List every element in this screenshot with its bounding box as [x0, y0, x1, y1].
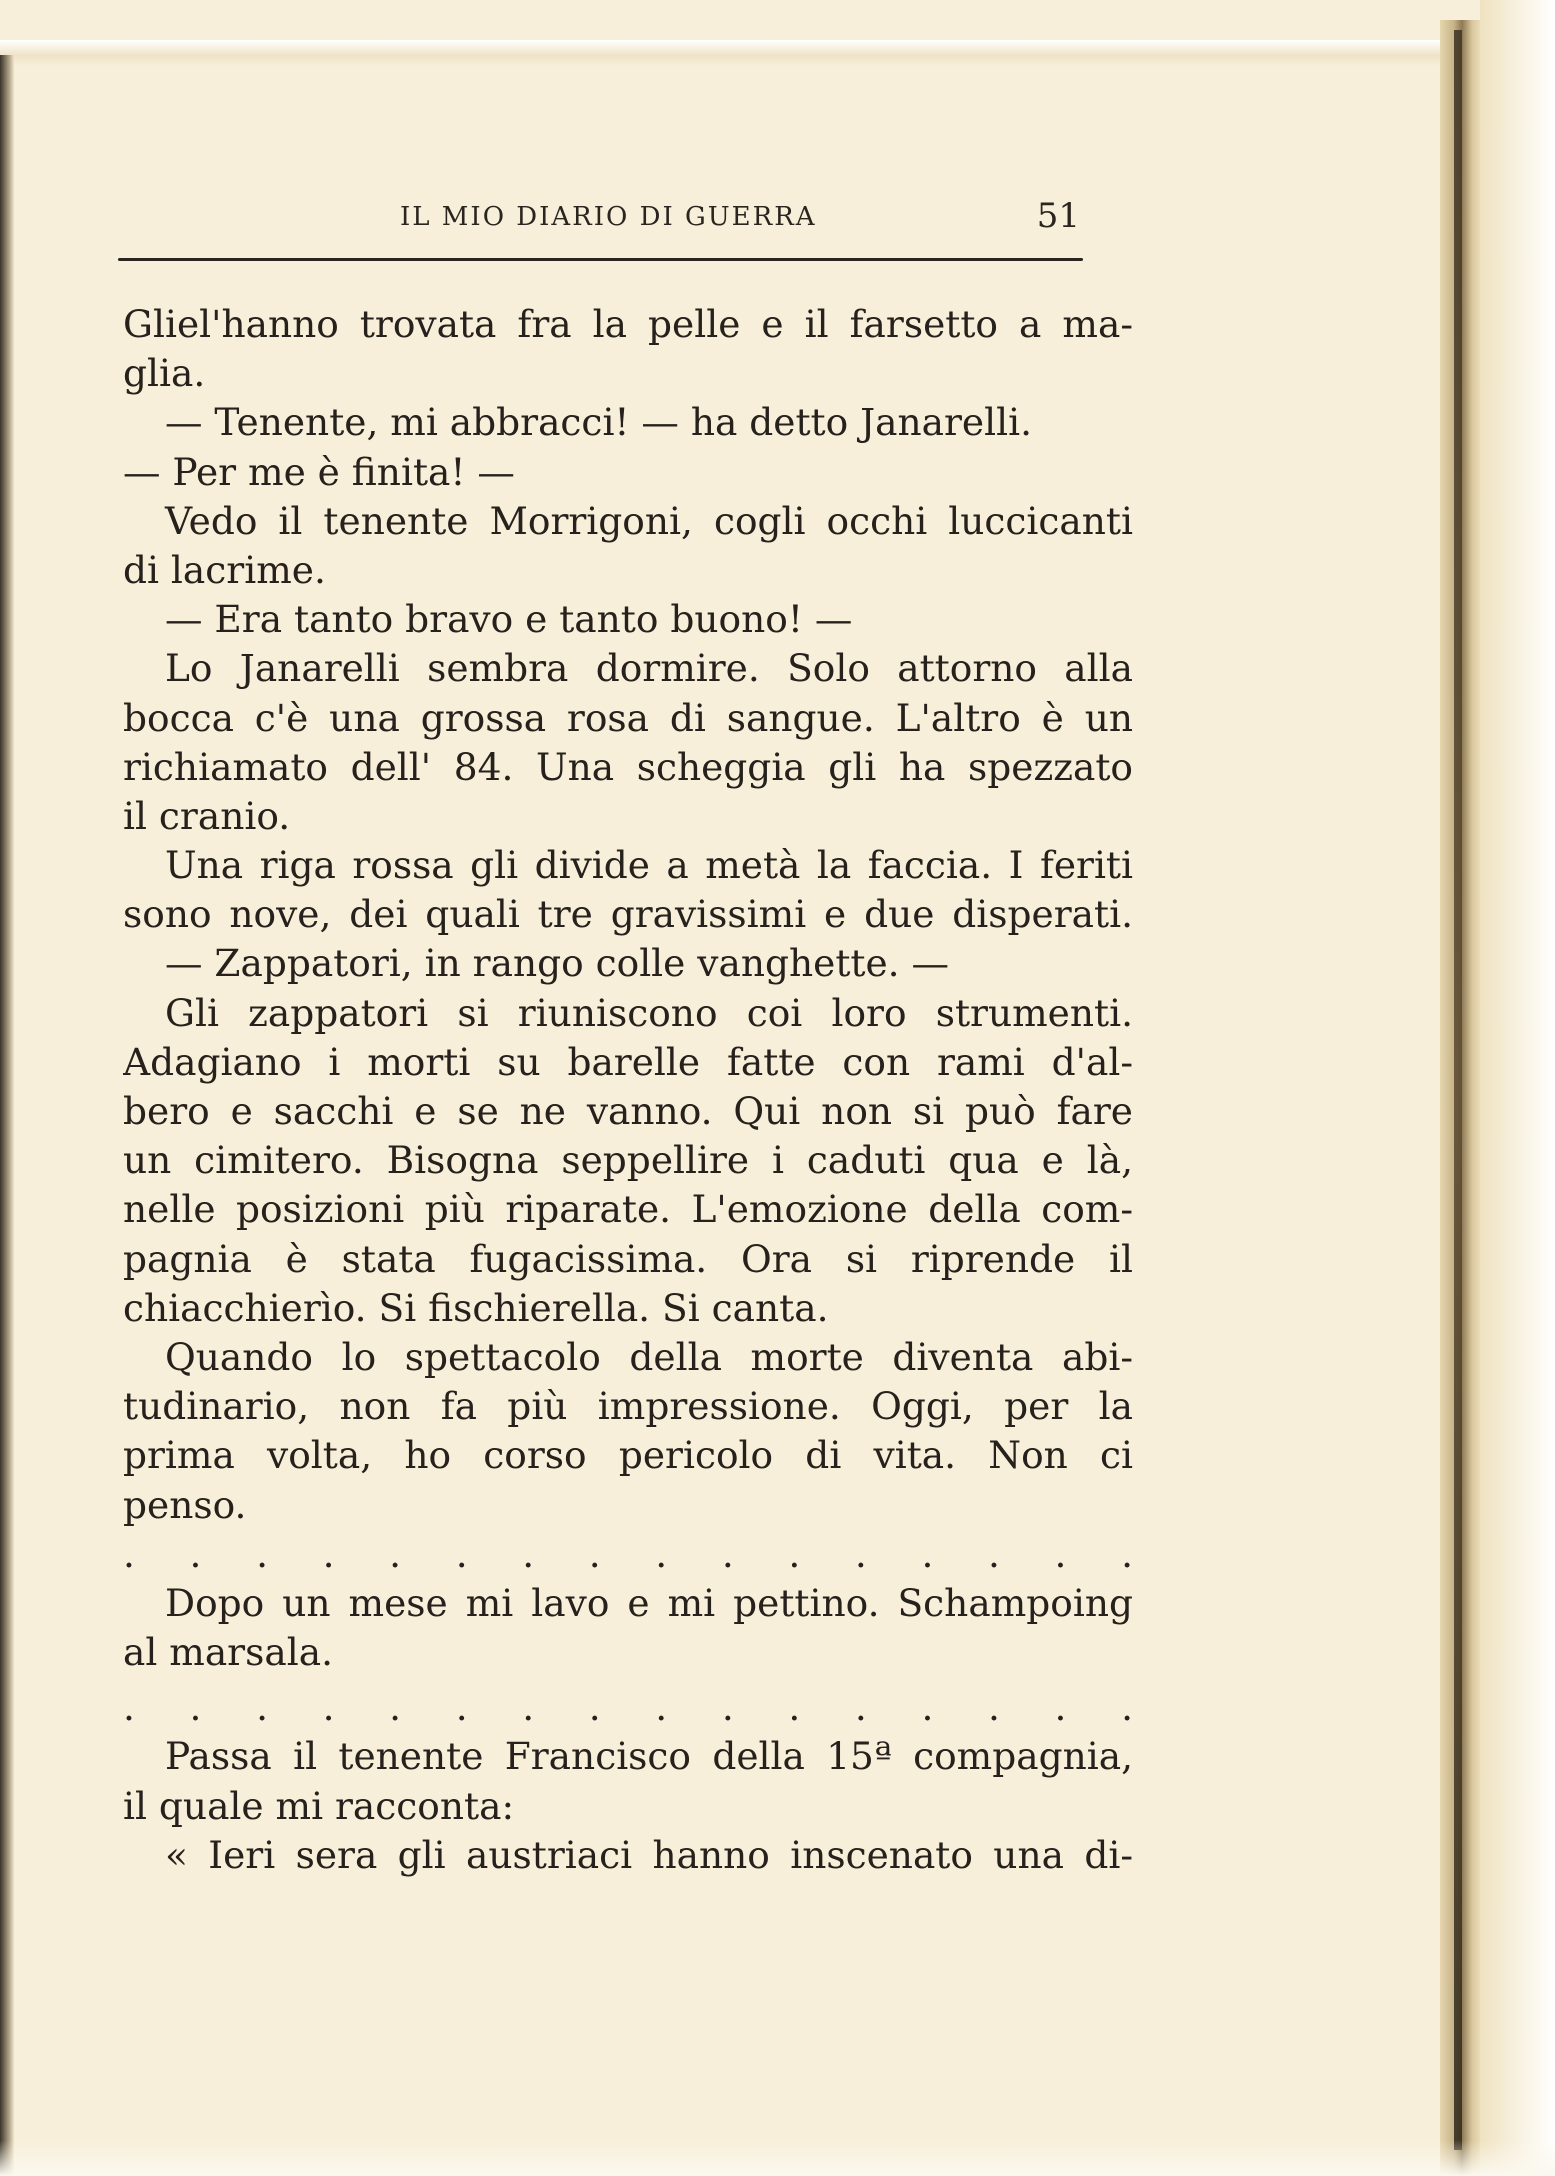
text-line: Gli zappatori si riuniscono coi loro strumenti.	[165, 990, 1133, 1035]
page-left-edge	[0, 55, 14, 2176]
text-line: di lacrime.	[123, 547, 326, 592]
text-line: penso.	[123, 1482, 247, 1527]
body-text	[123, 300, 1133, 1880]
text-line: Passa il tenente Francisco della 15ª compagnia,	[165, 1734, 1133, 1779]
text-line: Lo Janarelli sembra dormire. Solo attorno alla	[165, 646, 1133, 691]
text-line: sono nove, dei quali tre gravissimi e due disperati.	[123, 892, 1133, 937]
text-line: al marsala.	[123, 1630, 333, 1675]
text-line: richiamato dell' 84. Una scheggia gli ha spezzato	[123, 744, 1133, 789]
text-line: — Zappatori, in rango colle vanghette. —	[165, 941, 950, 986]
text-line: — Tenente, mi abbracci! — ha detto Janarelli.	[165, 400, 1033, 445]
text-line: bero e sacchi e se ne vanno. Qui non si può fare	[123, 1089, 1133, 1133]
text-line: Quando lo spettacolo della morte diventa abi-	[165, 1334, 1133, 1379]
text-line: un cimitero. Bisogna seppellire i caduti qua e là,	[123, 1138, 1133, 1183]
page-number: 51	[1036, 196, 1080, 236]
text-line: Una riga rossa gli divide a metà la faccia. I feriti	[165, 843, 1133, 888]
text-line: tudinario, non fa più impressione. Oggi, per la	[123, 1384, 1133, 1429]
text-line: chiacchierìo. Si fischierella. Si canta.	[123, 1285, 829, 1330]
text-line: Vedo il tenente Morrigoni, cogli occhi luccicanti	[165, 498, 1133, 543]
page-stack-right	[1480, 0, 1555, 2176]
section-separator: . . . . . . . . . . . . . . . .	[123, 1685, 1133, 1730]
text-line: prima volta, ho corso pericolo di vita. Non ci	[123, 1433, 1133, 1478]
text-line: nelle posizioni più riparate. L'emozione della com-	[123, 1187, 1133, 1232]
page-bottom-edge	[0, 2140, 1555, 2176]
text-line: « Ieri sera gli austriaci hanno inscenato una di-	[165, 1832, 1133, 1877]
section-separator: . . . . . . . . . . . . . . . .	[123, 1531, 1133, 1576]
running-head: IL MIO DIARIO DI GUERRA	[400, 202, 817, 232]
text-line: — Era tanto bravo e tanto buono! —	[165, 597, 853, 642]
page-top-edge	[0, 40, 1555, 66]
text-line: Gliel'hanno trovata fra la pelle e il farsetto a ma-	[123, 302, 1133, 346]
text-line: glia.	[123, 351, 206, 396]
text-line: bocca c'è una grossa rosa di sangue. L'altro è un	[123, 695, 1133, 740]
text-line: Adagiano i morti su barelle fatte con rami d'al-	[123, 1039, 1133, 1084]
page-header	[400, 196, 1090, 240]
header-rule	[118, 258, 1083, 261]
text-line: — Per me è finita! —	[123, 449, 515, 494]
spine-shadow	[1454, 30, 1462, 2150]
text-line: il cranio.	[123, 793, 291, 838]
text-line: il quale mi racconta:	[123, 1783, 515, 1828]
text-line: Dopo un mese mi lavo e mi pettino. Schampoing	[165, 1580, 1133, 1625]
text-line: pagnia è stata fugacissima. Ora si riprende il	[123, 1236, 1133, 1281]
